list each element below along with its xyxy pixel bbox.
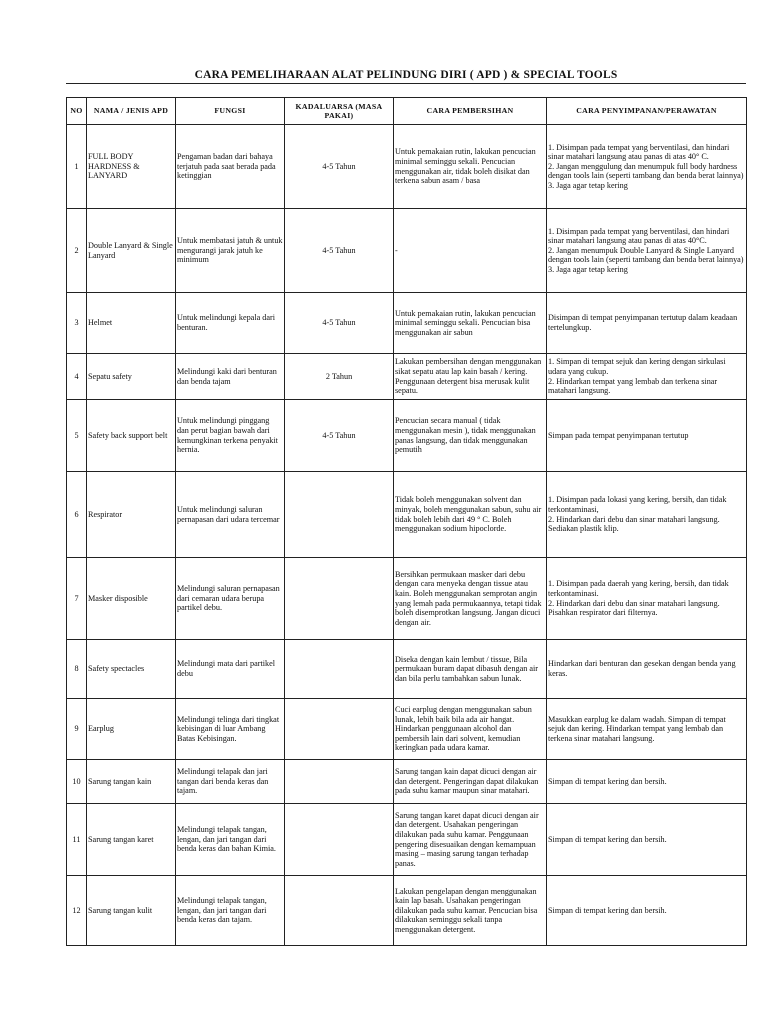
table-row: [67, 293, 747, 354]
cell-penyimpanan: [547, 804, 747, 876]
cell-kadaluarsa: [285, 472, 394, 558]
table-row: [67, 472, 747, 558]
cell-pembersihan: Lakukan pengelapan dengan menggunakan kain lap basah. Usahakan pengeringan dilakukan pada suhu kamar. Pencucian bisa dilakukan seminggu sekali tanpa menggunakan detergent.: [394, 876, 547, 946]
cell-no: 7: [67, 558, 87, 640]
header-nama: NAMA / JENIS APD: [87, 98, 176, 125]
cell-nama: FULL BODY HARDNESS & LANYARD: [87, 125, 176, 209]
table-body: [67, 125, 747, 946]
table-row: [67, 558, 747, 640]
cell-pembersihan: Untuk pemakaian rutin, lakukan pencucian minimal seminggu sekali. Pencucian menggunakan air, tidak boleh disikat dan terkena sabun asam / basa: [394, 125, 547, 209]
cell-penyimpanan: [547, 472, 747, 558]
document-title: CARA PEMELIHARAAN ALAT PELINDUNG DIRI ( APD ) & SPECIAL TOOLS: [194, 69, 618, 81]
header-pembersihan: CARA PEMBERSIHAN: [394, 98, 547, 125]
header-no: NO: [67, 98, 87, 125]
cell-pembersihan: Bersihkan permukaan masker dari debu dengan cara menyeka dengan tissue atau kain. Boleh menggunakan semprotan angin yang lemah pada permukaannya, tetapi tidak boleh disemprotkan langsung. Jangan dicuci dengan air.: [394, 558, 547, 640]
cell-pembersihan: Cuci earplug dengan menggunakan sabun lunak, lebih baik bila ada air hangat. Hindarkan penggunaan alcohol dan pembersih lain dari solvent, kemudian keringkan pada udara kamar.: [394, 699, 547, 760]
table-header-row: [67, 98, 747, 125]
cell-kadaluarsa: [285, 760, 394, 804]
cell-kadaluarsa: 4-5 Tahun: [285, 125, 394, 209]
penyimpanan-item: Simpan di tempat kering dan bersih.: [548, 776, 667, 786]
cell-no: 8: [67, 640, 87, 699]
cell-penyimpanan: [547, 558, 747, 640]
table-row: [67, 804, 747, 876]
penyimpanan-item: 2. Jangan menumpuk Double Lanyard & Single Lanyard dengan tools lain (seperti tambang dan benda berat lainnya): [548, 245, 744, 265]
cell-kadaluarsa: 4-5 Tahun: [285, 209, 394, 293]
header-penyimpanan: CARA PENYIMPANAN/PERAWATAN: [547, 98, 747, 125]
penyimpanan-item: Simpan di tempat kering dan bersih.: [548, 834, 667, 844]
cell-nama: Safety spectacles: [87, 640, 176, 699]
apd-maintenance-table: [66, 97, 747, 946]
penyimpanan-item: 2. Hindarkan tempat yang lembab dan terkena sinar matahari langsung.: [548, 376, 718, 396]
cell-penyimpanan: [547, 640, 747, 699]
cell-fungsi: Melindungi mata dari partikel debu: [176, 640, 285, 699]
penyimpanan-item: Simpan di tempat kering dan bersih.: [548, 905, 667, 915]
header-kadaluarsa: KADALUARSA (MASA PAKAI): [285, 98, 394, 125]
penyimpanan-item: 2. Hindarkan dari debu dan sinar matahari langsung. Sediakan plastik klip.: [548, 514, 720, 534]
cell-penyimpanan: [547, 125, 747, 209]
cell-pembersihan: Sarung tangan karet dapat dicuci dengan air dan detergent. Usahakan pengeringan dilakukan pada suhu kamar. Penggunaan pengering disesuaikan dengan kemampuan masing – masing sarung tangan terhadap panas.: [394, 804, 547, 876]
cell-pembersihan: Pencucian secara manual ( tidak menggunakan mesin ), tidak menggunakan panas langsung, dan tidak menggunakan pemutih: [394, 400, 547, 472]
cell-no: 4: [67, 354, 87, 400]
penyimpanan-item: Simpan pada tempat penyimpanan tertutup: [548, 430, 689, 440]
penyimpanan-item: 1. Simpan di tempat sejuk dan kering dengan sirkulasi udara yang cukup.: [548, 357, 726, 376]
penyimpanan-item: 1. Disimpan pada tempat yang berventilasi, dan hindari sinar matahari langsung atau panas di atas 40° C.: [548, 142, 730, 162]
cell-nama: Sepatu safety: [87, 354, 176, 400]
cell-no: 1: [67, 125, 87, 209]
cell-no: 3: [67, 293, 87, 354]
cell-pembersihan: -: [394, 209, 547, 293]
cell-no: 12: [67, 876, 87, 946]
header-fungsi: FUNGSI: [176, 98, 285, 125]
cell-fungsi: Untuk membatasi jatuh & untuk mengurangi jarak jatuh ke minimum: [176, 209, 285, 293]
cell-fungsi: Untuk melindungi saluran pernapasan dari udara tercemar: [176, 472, 285, 558]
cell-nama: Double Lanyard & Single Lanyard: [87, 209, 176, 293]
penyimpanan-item: 1. Disimpan pada tempat yang berventilasi, dan hindari sinar matahari langsung atau panas di atas 40°C.: [548, 226, 730, 246]
table-row: [67, 400, 747, 472]
cell-penyimpanan: [547, 400, 747, 472]
cell-fungsi: Pengaman badan dari bahaya terjatuh pada saat berada pada ketinggian: [176, 125, 285, 209]
penyimpanan-item: 3. Jaga agar tetap kering: [548, 264, 628, 274]
cell-pembersihan: Sarung tangan kain dapat dicuci dengan air dan detergent. Pengeringan dapat dilakukan pada suhu kamar maupun sinar matahari.: [394, 760, 547, 804]
cell-kadaluarsa: 4-5 Tahun: [285, 293, 394, 354]
cell-nama: Sarung tangan kain: [87, 760, 176, 804]
cell-kadaluarsa: [285, 699, 394, 760]
cell-nama: Earplug: [87, 699, 176, 760]
table-row: [67, 209, 747, 293]
penyimpanan-item: 3. Jaga agar tetap kering: [548, 180, 628, 190]
cell-nama: Safety back support belt: [87, 400, 176, 472]
title-divider: [66, 83, 746, 84]
cell-no: 11: [67, 804, 87, 876]
cell-no: 10: [67, 760, 87, 804]
cell-pembersihan: Diseka dengan kain lembut / tissue, Bila permukaan buram dapat dibasuh dengan air dan bila perlu tambahkan sabun lunak.: [394, 640, 547, 699]
table-row: [67, 876, 747, 946]
cell-fungsi: Untuk melindungi pinggang dan perut bagian bawah dari kemungkinan terkena penyakit hernia.: [176, 400, 285, 472]
table-row: [67, 125, 747, 209]
cell-penyimpanan: [547, 293, 747, 354]
penyimpanan-item: Hindarkan dari benturan dan gesekan dengan benda yang keras.: [548, 659, 736, 678]
cell-nama: Helmet: [87, 293, 176, 354]
penyimpanan-item: 1. Disimpan pada lokasi yang kering, bersih, dan tidak terkontaminasi,: [548, 495, 727, 514]
cell-no: 6: [67, 472, 87, 558]
cell-fungsi: Untuk melindungi kepala dari benturan.: [176, 293, 285, 354]
cell-kadaluarsa: 4-5 Tahun: [285, 400, 394, 472]
cell-no: 5: [67, 400, 87, 472]
penyimpanan-item: Masukkan earplug ke dalam wadah. Simpan di tempat sejuk dan kering. Hindarkan tempat yang lembab dan terkena sinar matahari langsung.: [548, 714, 726, 743]
cell-penyimpanan: [547, 760, 747, 804]
cell-penyimpanan: [547, 354, 747, 400]
penyimpanan-item: 2. Jangan menggulung dan menumpuk full body hardness dengan tools lain (seperti tambang dan benda berat lainnya): [548, 161, 744, 181]
table-row: [67, 640, 747, 699]
cell-nama: Sarung tangan karet: [87, 804, 176, 876]
cell-fungsi: Melindungi telapak tangan, lengan, dan jari tangan dari benda keras dan bahan Kimia.: [176, 804, 285, 876]
cell-fungsi: Melindungi telapak dan jari tangan dari benda keras dan tajam.: [176, 760, 285, 804]
cell-nama: Sarung tangan kulit: [87, 876, 176, 946]
cell-no: 2: [67, 209, 87, 293]
cell-kadaluarsa: [285, 876, 394, 946]
cell-fungsi: Melindungi saluran pernapasan dari cemaran udara berupa partikel debu.: [176, 558, 285, 640]
cell-fungsi: Melindungi kaki dari benturan dan benda tajam: [176, 354, 285, 400]
cell-kadaluarsa: [285, 640, 394, 699]
penyimpanan-item: Disimpan di tempat penyimpanan tertutup dalam keadaan tertelungkup.: [548, 313, 738, 332]
cell-penyimpanan: [547, 209, 747, 293]
table-row: [67, 354, 747, 400]
cell-penyimpanan: [547, 699, 747, 760]
cell-nama: Respirator: [87, 472, 176, 558]
table-row: [67, 760, 747, 804]
cell-kadaluarsa: [285, 804, 394, 876]
penyimpanan-item: 1. Disimpan pada daerah yang kering, bersih, dan tidak terkontaminasi.: [548, 579, 729, 598]
cell-kadaluarsa: 2 Tahun: [285, 354, 394, 400]
cell-no: 9: [67, 699, 87, 760]
cell-penyimpanan: [547, 876, 747, 946]
table-row: [67, 699, 747, 760]
cell-kadaluarsa: [285, 558, 394, 640]
penyimpanan-item: 2. Hindarkan dari debu dan sinar matahari langsung. Pisahkan respirator dari filternya.: [548, 598, 720, 618]
cell-pembersihan: Lakukan pembersihan dengan menggunakan sikat sepatu atau lap kain basah / kering. Penggunaan detergent bisa merusak kulit sepatu.: [394, 354, 547, 400]
cell-fungsi: Melindungi telinga dari tingkat kebisingan di luar Ambang Batas Kebisingan.: [176, 699, 285, 760]
cell-fungsi: Melindungi telapak tangan, lengan, dan jari tangan dari benda keras dan tajam.: [176, 876, 285, 946]
cell-nama: Masker disposible: [87, 558, 176, 640]
cell-pembersihan: Untuk pemakaian rutin, lakukan pencucian minimal seminggu sekali. Pencucian bisa menggunakan air sabun: [394, 293, 547, 354]
cell-pembersihan: Tidak boleh menggunakan solvent dan minyak, boleh menggunakan sabun, suhu air tidak boleh lebih dari 49 ° C. Boleh menggunakan sodium hipoclorde.: [394, 472, 547, 558]
